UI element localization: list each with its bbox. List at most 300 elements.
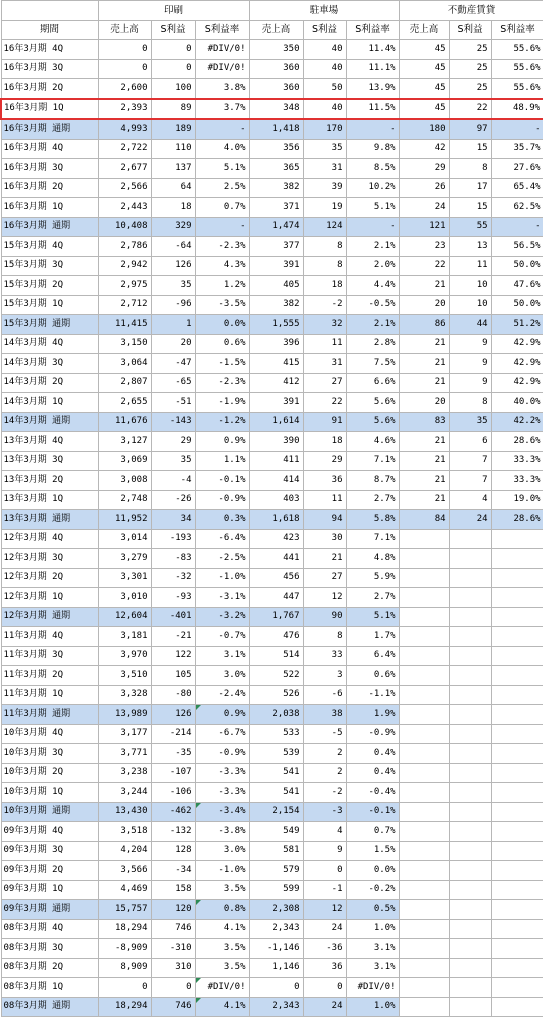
realestate-sales-cell[interactable] [399,568,449,588]
period-cell[interactable]: 08年3月期 2Q [1,958,98,978]
period-cell[interactable]: 15年3月期 3Q [1,256,98,276]
period-cell[interactable]: 11年3月期 通期 [1,705,98,725]
print-profit-cell[interactable]: -4 [151,471,195,491]
realestate-sales-cell[interactable] [399,627,449,647]
print-sales-cell[interactable]: 3,014 [98,529,151,549]
period-cell[interactable]: 09年3月期 2Q [1,861,98,881]
print-profit-cell[interactable]: 89 [151,99,195,120]
parking-margin-cell[interactable]: 3.1% [346,958,399,978]
parking-margin-cell[interactable]: 2.8% [346,334,399,354]
parking-sales-cell[interactable]: 526 [249,685,303,705]
realestate-sales-cell[interactable] [399,685,449,705]
print-sales-cell[interactable]: 13,430 [98,802,151,822]
realestate-sales-cell[interactable] [399,763,449,783]
realestate-sales-cell[interactable] [399,529,449,549]
realestate-sales-cell[interactable] [399,724,449,744]
parking-sales-cell[interactable]: 549 [249,822,303,842]
realestate-profit-cell[interactable] [449,783,491,803]
realestate-margin-cell[interactable]: 27.6% [491,159,543,179]
parking-profit-cell[interactable]: 31 [303,354,346,374]
parking-margin-cell[interactable]: -0.1% [346,802,399,822]
realestate-sales-cell[interactable]: 21 [399,373,449,393]
print-margin-cell[interactable]: 0.9% [195,705,249,725]
realestate-sales-cell[interactable] [399,978,449,998]
realestate-profit-cell[interactable]: 25 [449,59,491,79]
print-profit-cell[interactable]: -35 [151,744,195,764]
header-blank-cell[interactable] [1,1,98,21]
print-margin-cell[interactable]: #DIV/0! [195,40,249,60]
realestate-profit-cell[interactable]: 24 [449,510,491,530]
parking-margin-cell[interactable]: 6.4% [346,646,399,666]
parking-profit-cell[interactable]: 90 [303,607,346,627]
parking-profit-cell[interactable]: 2 [303,763,346,783]
print-margin-cell[interactable]: 0.0% [195,315,249,335]
print-profit-cell[interactable]: -51 [151,393,195,413]
parking-margin-cell[interactable]: 5.1% [346,198,399,218]
period-cell[interactable]: 11年3月期 2Q [1,666,98,686]
period-cell[interactable]: 11年3月期 4Q [1,627,98,647]
parking-profit-cell[interactable]: 36 [303,471,346,491]
parking-sales-cell[interactable]: 403 [249,490,303,510]
realestate-margin-cell[interactable] [491,568,543,588]
realestate-margin-cell[interactable]: 65.4% [491,178,543,198]
realestate-sales-cell[interactable] [399,958,449,978]
realestate-profit-cell[interactable]: 55 [449,217,491,237]
realestate-margin-cell[interactable]: - [491,119,543,139]
parking-sales-cell[interactable]: 365 [249,159,303,179]
realestate-sales-cell[interactable] [399,997,449,1017]
parking-margin-cell[interactable]: 0.7% [346,822,399,842]
realestate-profit-cell[interactable]: 10 [449,295,491,315]
print-margin-cell[interactable]: 4.1% [195,919,249,939]
parking-sales-cell[interactable]: 360 [249,59,303,79]
print-sales-cell[interactable]: 18,294 [98,919,151,939]
realestate-margin-cell[interactable]: - [491,217,543,237]
print-profit-cell[interactable]: 746 [151,919,195,939]
period-cell[interactable]: 10年3月期 3Q [1,744,98,764]
parking-sales-cell[interactable]: 414 [249,471,303,491]
period-cell[interactable]: 15年3月期 4Q [1,237,98,257]
print-profit-cell[interactable]: -21 [151,627,195,647]
realestate-profit-cell[interactable] [449,705,491,725]
realestate-margin-cell[interactable] [491,880,543,900]
parking-sales-cell[interactable]: 390 [249,432,303,452]
print-profit-cell[interactable]: -106 [151,783,195,803]
realestate-margin-cell[interactable] [491,646,543,666]
parking-sales-cell[interactable]: 350 [249,40,303,60]
print-sales-cell[interactable]: 15,757 [98,900,151,920]
realestate-sales-cell[interactable]: 180 [399,119,449,139]
realestate-profit-cell[interactable]: 35 [449,412,491,432]
realestate-profit-cell[interactable] [449,568,491,588]
section-print[interactable]: 印刷 [98,1,249,21]
parking-profit-cell[interactable]: 39 [303,178,346,198]
parking-margin-cell[interactable]: -0.4% [346,783,399,803]
realestate-profit-cell[interactable] [449,763,491,783]
print-margin-cell[interactable]: -3.1% [195,588,249,608]
realestate-profit-cell[interactable]: 9 [449,334,491,354]
parking-margin-cell[interactable]: 8.7% [346,471,399,491]
realestate-sales-cell[interactable]: 83 [399,412,449,432]
print-margin-cell[interactable]: -1.0% [195,861,249,881]
realestate-profit-cell[interactable] [449,549,491,569]
period-cell[interactable]: 16年3月期 3Q [1,159,98,179]
parking-profit-cell[interactable]: 4 [303,822,346,842]
period-cell[interactable]: 09年3月期 通期 [1,900,98,920]
realestate-profit-cell[interactable]: 11 [449,256,491,276]
print-profit-cell[interactable]: -214 [151,724,195,744]
print-profit-cell[interactable]: 126 [151,705,195,725]
parking-profit-cell[interactable]: 22 [303,393,346,413]
realestate-margin-cell[interactable]: 33.3% [491,471,543,491]
realestate-sales-cell[interactable]: 21 [399,276,449,296]
parking-margin-cell[interactable]: 5.1% [346,607,399,627]
period-cell[interactable]: 16年3月期 通期 [1,217,98,237]
realestate-profit-cell[interactable] [449,627,491,647]
realestate-profit-cell[interactable] [449,958,491,978]
realestate-sales-cell[interactable]: 21 [399,334,449,354]
realestate-profit-cell[interactable] [449,939,491,959]
realestate-profit-cell[interactable] [449,978,491,998]
realestate-profit-cell[interactable]: 97 [449,119,491,139]
parking-margin-cell[interactable]: 0.4% [346,744,399,764]
print-profit-cell[interactable]: 100 [151,79,195,99]
parking-profit-cell[interactable]: 9 [303,841,346,861]
realestate-sales-cell[interactable]: 21 [399,451,449,471]
realestate-margin-cell[interactable] [491,744,543,764]
realestate-margin-cell[interactable] [491,978,543,998]
print-profit-cell[interactable]: -143 [151,412,195,432]
section-parking[interactable]: 駐車場 [249,1,399,21]
print-sales-cell[interactable]: 2,677 [98,159,151,179]
period-cell[interactable]: 14年3月期 3Q [1,354,98,374]
parking-margin-cell[interactable]: 2.7% [346,490,399,510]
realestate-profit-cell[interactable]: 22 [449,99,491,120]
print-sales-cell[interactable]: -8,909 [98,939,151,959]
parking-sales-cell[interactable]: 514 [249,646,303,666]
print-profit-cell[interactable]: -96 [151,295,195,315]
print-margin-cell[interactable]: -0.7% [195,627,249,647]
print-profit-cell[interactable]: 18 [151,198,195,218]
print-profit-cell[interactable]: 120 [151,900,195,920]
print-profit-cell[interactable]: -132 [151,822,195,842]
print-margin-cell[interactable]: -2.3% [195,373,249,393]
realestate-margin-cell[interactable] [491,529,543,549]
print-margin-cell[interactable]: -0.9% [195,744,249,764]
realestate-profit-cell[interactable]: 7 [449,451,491,471]
realestate-profit-cell[interactable] [449,685,491,705]
print-profit-cell[interactable]: 20 [151,334,195,354]
parking-profit-cell[interactable]: 50 [303,79,346,99]
parking-margin-cell[interactable]: 2.1% [346,315,399,335]
parking-sales-cell[interactable]: 411 [249,451,303,471]
period-cell[interactable]: 13年3月期 3Q [1,451,98,471]
period-cell[interactable]: 16年3月期 4Q [1,139,98,159]
col-header-realestate-margin[interactable]: S利益率 [491,20,543,40]
col-header-print-profit[interactable]: S利益 [151,20,195,40]
print-profit-cell[interactable]: -310 [151,939,195,959]
realestate-sales-cell[interactable] [399,802,449,822]
parking-profit-cell[interactable]: 24 [303,919,346,939]
print-profit-cell[interactable]: -64 [151,237,195,257]
parking-sales-cell[interactable]: 412 [249,373,303,393]
print-margin-cell[interactable]: 3.7% [195,99,249,120]
print-profit-cell[interactable]: 1 [151,315,195,335]
print-sales-cell[interactable]: 2,748 [98,490,151,510]
period-cell[interactable]: 14年3月期 1Q [1,393,98,413]
parking-margin-cell[interactable]: 1.7% [346,627,399,647]
realestate-sales-cell[interactable] [399,841,449,861]
parking-sales-cell[interactable]: -1,146 [249,939,303,959]
col-header-realestate-sales[interactable]: 売上高 [399,20,449,40]
print-sales-cell[interactable]: 3,181 [98,627,151,647]
realestate-margin-cell[interactable] [491,724,543,744]
print-margin-cell[interactable]: 3.5% [195,958,249,978]
period-cell[interactable]: 16年3月期 通期 [1,119,98,139]
parking-sales-cell[interactable]: 348 [249,99,303,120]
print-margin-cell[interactable]: #DIV/0! [195,978,249,998]
realestate-margin-cell[interactable] [491,861,543,881]
realestate-sales-cell[interactable] [399,666,449,686]
realestate-profit-cell[interactable] [449,997,491,1017]
parking-profit-cell[interactable]: 38 [303,705,346,725]
print-profit-cell[interactable]: -193 [151,529,195,549]
period-cell[interactable]: 16年3月期 2Q [1,178,98,198]
parking-sales-cell[interactable]: 2,038 [249,705,303,725]
print-profit-cell[interactable]: 137 [151,159,195,179]
print-margin-cell[interactable]: 5.1% [195,159,249,179]
print-sales-cell[interactable]: 3,518 [98,822,151,842]
print-margin-cell[interactable]: 3.0% [195,841,249,861]
print-margin-cell[interactable]: #DIV/0! [195,59,249,79]
print-sales-cell[interactable]: 3,566 [98,861,151,881]
realestate-margin-cell[interactable]: 56.5% [491,237,543,257]
print-margin-cell[interactable]: 0.6% [195,334,249,354]
print-sales-cell[interactable]: 3,279 [98,549,151,569]
realestate-profit-cell[interactable] [449,880,491,900]
parking-margin-cell[interactable]: 13.9% [346,79,399,99]
print-profit-cell[interactable]: 35 [151,451,195,471]
print-sales-cell[interactable]: 2,722 [98,139,151,159]
realestate-sales-cell[interactable]: 21 [399,471,449,491]
period-cell[interactable]: 16年3月期 3Q [1,59,98,79]
parking-sales-cell[interactable]: 441 [249,549,303,569]
parking-sales-cell[interactable]: 0 [249,978,303,998]
parking-sales-cell[interactable]: 371 [249,198,303,218]
parking-margin-cell[interactable]: 5.6% [346,412,399,432]
print-profit-cell[interactable]: 29 [151,432,195,452]
period-cell[interactable]: 14年3月期 2Q [1,373,98,393]
print-margin-cell[interactable]: -0.9% [195,490,249,510]
parking-margin-cell[interactable]: 0.0% [346,861,399,881]
realestate-profit-cell[interactable] [449,607,491,627]
print-sales-cell[interactable]: 0 [98,40,151,60]
parking-profit-cell[interactable]: 29 [303,451,346,471]
print-sales-cell[interactable]: 3,177 [98,724,151,744]
realestate-profit-cell[interactable]: 44 [449,315,491,335]
parking-sales-cell[interactable]: 1,418 [249,119,303,139]
realestate-margin-cell[interactable]: 55.6% [491,79,543,99]
print-sales-cell[interactable]: 8,909 [98,958,151,978]
realestate-sales-cell[interactable]: 121 [399,217,449,237]
period-cell[interactable]: 14年3月期 4Q [1,334,98,354]
period-cell[interactable]: 15年3月期 2Q [1,276,98,296]
parking-profit-cell[interactable]: 11 [303,334,346,354]
print-margin-cell[interactable]: -3.4% [195,802,249,822]
parking-profit-cell[interactable]: 40 [303,99,346,120]
realestate-profit-cell[interactable] [449,529,491,549]
realestate-margin-cell[interactable] [491,685,543,705]
realestate-margin-cell[interactable] [491,997,543,1017]
print-sales-cell[interactable]: 3,970 [98,646,151,666]
print-margin-cell[interactable]: -3.5% [195,295,249,315]
print-profit-cell[interactable]: 310 [151,958,195,978]
period-cell[interactable]: 11年3月期 1Q [1,685,98,705]
print-margin-cell[interactable]: -3.8% [195,822,249,842]
parking-profit-cell[interactable]: 18 [303,432,346,452]
parking-margin-cell[interactable]: -1.1% [346,685,399,705]
realestate-profit-cell[interactable]: 13 [449,237,491,257]
realestate-sales-cell[interactable]: 20 [399,393,449,413]
col-header-parking-profit[interactable]: S利益 [303,20,346,40]
print-profit-cell[interactable]: -93 [151,588,195,608]
realestate-margin-cell[interactable] [491,900,543,920]
print-profit-cell[interactable]: 746 [151,997,195,1017]
realestate-margin-cell[interactable]: 42.9% [491,334,543,354]
realestate-sales-cell[interactable]: 45 [399,99,449,120]
realestate-profit-cell[interactable] [449,861,491,881]
parking-sales-cell[interactable]: 1,555 [249,315,303,335]
period-cell[interactable]: 08年3月期 通期 [1,997,98,1017]
realestate-profit-cell[interactable]: 25 [449,40,491,60]
print-sales-cell[interactable]: 2,566 [98,178,151,198]
print-sales-cell[interactable]: 2,807 [98,373,151,393]
print-sales-cell[interactable]: 2,655 [98,393,151,413]
realestate-sales-cell[interactable]: 84 [399,510,449,530]
parking-margin-cell[interactable]: 0.4% [346,763,399,783]
parking-profit-cell[interactable]: 32 [303,315,346,335]
realestate-sales-cell[interactable]: 21 [399,354,449,374]
parking-sales-cell[interactable]: 2,343 [249,919,303,939]
realestate-sales-cell[interactable]: 42 [399,139,449,159]
print-margin-cell[interactable]: 0.3% [195,510,249,530]
print-profit-cell[interactable]: 158 [151,880,195,900]
parking-margin-cell[interactable]: 4.4% [346,276,399,296]
period-cell[interactable]: 15年3月期 通期 [1,315,98,335]
print-margin-cell[interactable]: 3.1% [195,646,249,666]
print-margin-cell[interactable]: 2.5% [195,178,249,198]
parking-margin-cell[interactable]: 4.8% [346,549,399,569]
print-profit-cell[interactable]: -107 [151,763,195,783]
realestate-sales-cell[interactable] [399,880,449,900]
parking-sales-cell[interactable]: 356 [249,139,303,159]
print-sales-cell[interactable]: 2,975 [98,276,151,296]
realestate-profit-cell[interactable]: 8 [449,393,491,413]
realestate-profit-cell[interactable]: 6 [449,432,491,452]
realestate-margin-cell[interactable] [491,958,543,978]
parking-sales-cell[interactable]: 581 [249,841,303,861]
realestate-margin-cell[interactable] [491,939,543,959]
realestate-margin-cell[interactable]: 33.3% [491,451,543,471]
parking-profit-cell[interactable]: -2 [303,783,346,803]
realestate-profit-cell[interactable]: 17 [449,178,491,198]
realestate-sales-cell[interactable] [399,646,449,666]
print-sales-cell[interactable]: 2,443 [98,198,151,218]
period-cell[interactable]: 16年3月期 1Q [1,198,98,218]
print-margin-cell[interactable]: 1.1% [195,451,249,471]
print-margin-cell[interactable]: -6.4% [195,529,249,549]
col-header-period[interactable]: 期間 [1,20,98,40]
parking-margin-cell[interactable]: 9.8% [346,139,399,159]
print-profit-cell[interactable]: -26 [151,490,195,510]
period-cell[interactable]: 13年3月期 4Q [1,432,98,452]
realestate-margin-cell[interactable]: 55.6% [491,40,543,60]
print-margin-cell[interactable]: -1.9% [195,393,249,413]
realestate-profit-cell[interactable]: 9 [449,373,491,393]
parking-sales-cell[interactable]: 2,343 [249,997,303,1017]
print-profit-cell[interactable]: -34 [151,861,195,881]
print-sales-cell[interactable]: 13,989 [98,705,151,725]
parking-profit-cell[interactable]: 12 [303,588,346,608]
print-profit-cell[interactable]: 329 [151,217,195,237]
realestate-profit-cell[interactable] [449,744,491,764]
print-margin-cell[interactable]: 3.0% [195,666,249,686]
print-profit-cell[interactable]: 105 [151,666,195,686]
parking-profit-cell[interactable]: 3 [303,666,346,686]
period-cell[interactable]: 13年3月期 2Q [1,471,98,491]
parking-margin-cell[interactable]: 6.6% [346,373,399,393]
realestate-margin-cell[interactable] [491,783,543,803]
realestate-margin-cell[interactable] [491,666,543,686]
parking-margin-cell[interactable]: 7.1% [346,529,399,549]
realestate-sales-cell[interactable]: 23 [399,237,449,257]
realestate-profit-cell[interactable] [449,724,491,744]
parking-margin-cell[interactable]: 3.1% [346,939,399,959]
realestate-margin-cell[interactable]: 42.9% [491,373,543,393]
period-cell[interactable]: 12年3月期 2Q [1,568,98,588]
print-sales-cell[interactable]: 2,600 [98,79,151,99]
parking-profit-cell[interactable]: 24 [303,997,346,1017]
parking-profit-cell[interactable]: -5 [303,724,346,744]
realestate-profit-cell[interactable]: 15 [449,139,491,159]
realestate-margin-cell[interactable]: 42.2% [491,412,543,432]
print-profit-cell[interactable]: -83 [151,549,195,569]
period-cell[interactable]: 08年3月期 3Q [1,939,98,959]
parking-profit-cell[interactable]: 0 [303,978,346,998]
realestate-profit-cell[interactable] [449,841,491,861]
parking-profit-cell[interactable]: 91 [303,412,346,432]
period-cell[interactable]: 16年3月期 1Q [1,99,98,120]
parking-sales-cell[interactable]: 423 [249,529,303,549]
realestate-sales-cell[interactable] [399,549,449,569]
print-sales-cell[interactable]: 3,301 [98,568,151,588]
realestate-sales-cell[interactable]: 45 [399,40,449,60]
print-margin-cell[interactable]: -2.4% [195,685,249,705]
parking-margin-cell[interactable]: 11.4% [346,40,399,60]
print-sales-cell[interactable]: 0 [98,59,151,79]
parking-sales-cell[interactable]: 1,767 [249,607,303,627]
parking-sales-cell[interactable]: 599 [249,880,303,900]
parking-profit-cell[interactable]: -36 [303,939,346,959]
print-profit-cell[interactable]: -65 [151,373,195,393]
realestate-margin-cell[interactable]: 55.6% [491,59,543,79]
realestate-sales-cell[interactable]: 86 [399,315,449,335]
print-margin-cell[interactable]: 3.8% [195,79,249,99]
realestate-margin-cell[interactable]: 62.5% [491,198,543,218]
period-cell[interactable]: 10年3月期 通期 [1,802,98,822]
print-profit-cell[interactable]: 35 [151,276,195,296]
realestate-margin-cell[interactable]: 47.6% [491,276,543,296]
